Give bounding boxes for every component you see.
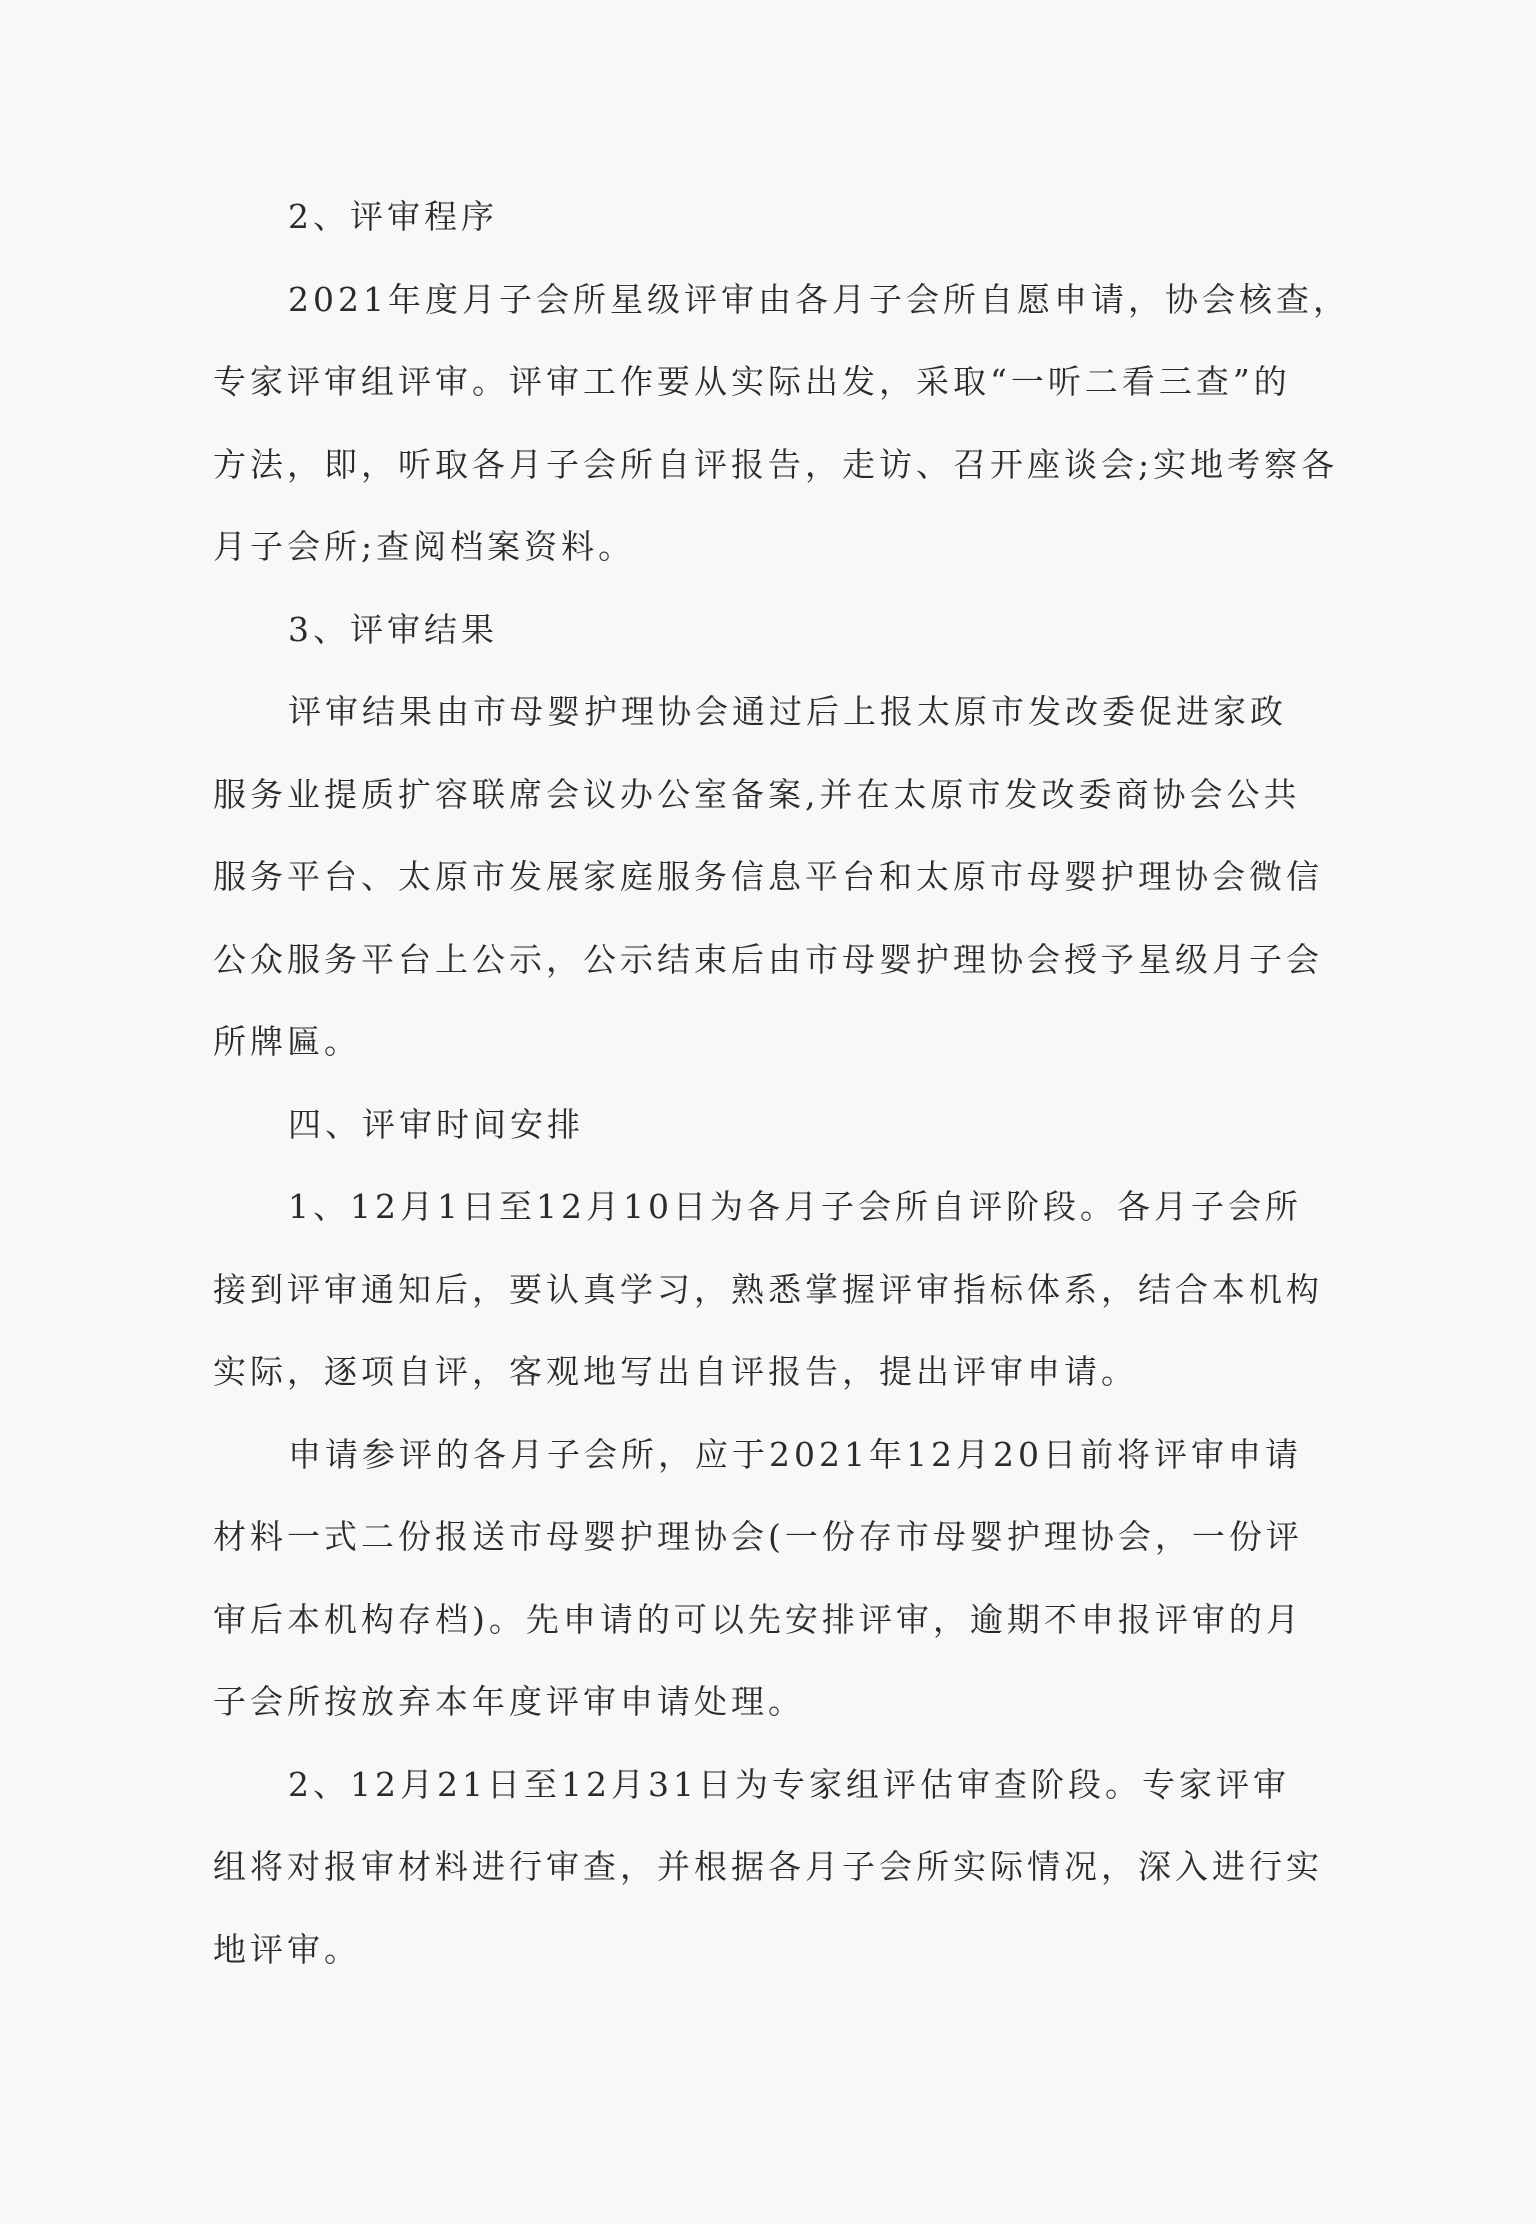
paragraph-line: 申请参评的各月子会所，应于2021年12月20日前将评审申请: [288, 1434, 1302, 1474]
paragraph-line: 审后本机构存档)。先申请的可以先安排评审，逾期不申报评审的月: [213, 1599, 1303, 1639]
paragraph-line: 方法，即，听取各月子会所自评报告，走访、召开座谈会;实地考察各: [213, 444, 1339, 484]
paragraph-line: 地评审。: [213, 1929, 361, 1969]
paragraph-line: 评审结果由市母婴护理协会通过后上报太原市发改委促进家政: [288, 692, 1287, 731]
section-heading-review-results: 3、评审结果: [288, 609, 498, 649]
paragraph-line: 专家评审组评审。评审工作要从实际出发，采取“一听二看三查”的: [213, 362, 1291, 401]
paragraph-line: 材料一式二份报送市母婴护理协会(一份存市母婴护理协会，一份评: [213, 1517, 1303, 1556]
paragraph-line: 组将对报审材料进行审查，并根据各月子会所实际情况，深入进行实: [213, 1847, 1323, 1886]
paragraph-line: 2021年度月子会所星级评审由各月子会所自愿申请，协会核查，: [288, 279, 1350, 319]
paragraph-line: 实际，逐项自评，客观地写出自评报告，提出评审申请。: [213, 1352, 1138, 1391]
paragraph-line: 接到评审通知后，要认真学习，熟悉掌握评审指标体系，结合本机构: [213, 1269, 1323, 1309]
paragraph-line: 公众服务平台上公示，公示结束后由市母婴护理协会授予星级月子会: [213, 939, 1323, 979]
paragraph-line: 服务平台、太原市发展家庭服务信息平台和太原市母婴护理协会微信: [213, 857, 1323, 896]
section-heading-review-procedure: 2、评审程序: [288, 197, 498, 236]
paragraph-line: 1、12月1日至12月10日为各月子会所自评阶段。各月子会所: [288, 1187, 1302, 1226]
paragraph-line: 子会所按放弃本年度评审申请处理。: [213, 1682, 805, 1721]
section-heading-review-schedule: 四、评审时间安排: [288, 1104, 584, 1144]
paragraph-line: 2、12月21日至12月31日为专家组评估审查阶段。专家评审: [288, 1764, 1290, 1804]
paragraph-line: 月子会所;查阅档案资料。: [213, 527, 636, 566]
paragraph-line: 所牌匾。: [213, 1022, 361, 1061]
paragraph-line: 服务业提质扩容联席会议办公室备案,并在太原市发改委商协会公共: [213, 774, 1301, 814]
document-body: [213, 176, 1350, 1991]
